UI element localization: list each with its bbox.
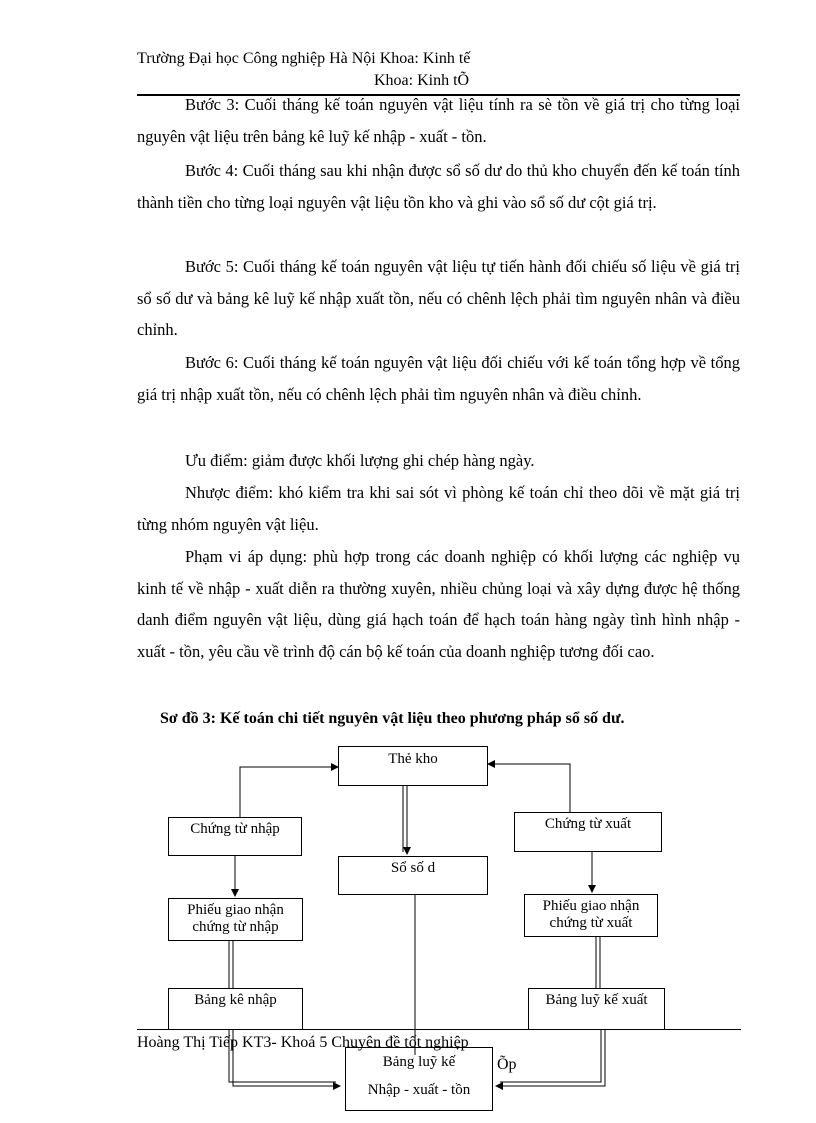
box-chung-tu-nhap [168, 817, 302, 856]
arrow-xuat-to-the-kho [488, 764, 570, 812]
box-bang-luy-ke-line2: Nhập - xuất - tồn [367, 1082, 471, 1098]
box-phieu-xuat-line1: Phiếu giao nhận [542, 898, 640, 914]
header-school-line: Trường Đại học Công nghiệp Hà Nội Khoa: Kinh tế [137, 50, 471, 67]
box-phieu-giao-nhan-xuat [524, 894, 658, 937]
footer-text: Hoàng Thị Tiếp KT3- Khoá 5 Chuyên đề tốt nghiệp [137, 1034, 469, 1051]
box-chung-tu-xuat [514, 812, 662, 852]
paragraph-step-6: Bước 6: Cuối tháng kế toán nguyên vật liệu đối chiếu với kế toán tổng hợp về tổng giá trị nhập xuất tồn, nếu có chênh lệch phải tìm nguyên nhân và điều chỉnh. [137, 353, 740, 404]
arrow-nhap-to-the-kho [240, 767, 338, 817]
box-bang-ke-nhap [168, 988, 303, 1030]
paragraph-step-3: Bước 3: Cuối tháng kế toán nguyên vật liệu tính ra sè tồn về giá trị cho từng loại nguyên vật liệu trên bảng kê luỹ kế nhập - xuất - tồn. [137, 95, 740, 146]
box-so-so-du-label: Sổ số d [390, 860, 436, 876]
box-bang-luy-ke-line1: Bảng luỹ kế [382, 1054, 456, 1070]
box-phieu-nhap-line2: chứng từ nhập [192, 919, 279, 935]
box-chung-tu-nhap-label: Chứng từ nhập [190, 821, 280, 837]
paragraph-step-5: Bước 5: Cuối tháng kế toán nguyên vật liệu tự tiến hành đối chiếu số liệu về giá trị sổ số dư và bảng kê luỹ kế nhập xuất tồn, nếu có chênh lệch phải tìm nguyên nhân và điều chỉnh. [137, 257, 740, 339]
box-phieu-xuat-line2: chứng từ xuất [549, 915, 633, 931]
paragraph-scope: Phạm vi áp dụng: phù hợp trong các doanh nghiệp có khối lượng các nghiệp vụ kinh tế về nhập - xuất diễn ra thường xuyên, nhiều chủng loại và xây dựng được hệ thống danh điểm nguyên vật liệu, dùng giá hạch toán để hạch toán hàng ngày tình hình nhập - xuất - tồn, yêu cầu về trình độ cán bộ kế toán của doanh nghiệp tương đối cao. [137, 547, 740, 661]
box-bang-ke-nhap-label: Bảng kê nhập [194, 992, 277, 1008]
header-faculty-line: Khoa: Kinh tÕ [374, 72, 470, 89]
box-phieu-giao-nhan-nhap [168, 898, 303, 941]
diagram-caption: Sơ đồ 3: Kế toán chi tiết nguyên vật liệu theo phương pháp sổ số dư. [160, 710, 625, 727]
box-so-so-du [338, 856, 488, 895]
paragraph-step-4: Bước 4: Cuối tháng sau khi nhận được sổ số dư do thủ kho chuyển đến kế toán tính thành tiền cho từng loại nguyên vật liệu tồn kho và ghi vào sổ số dư cột giá trị. [137, 161, 740, 212]
paragraph-advantage: Ưu điểm: giảm được khối lượng ghi chép hàng ngày. [185, 451, 535, 470]
box-phieu-nhap-line1: Phiếu giao nhận [187, 902, 284, 918]
box-the-kho-label: Thẻ kho [388, 751, 438, 767]
box-bang-luy-ke-xuat-label: Bảng luỹ kế xuất [545, 992, 648, 1008]
box-bang-luy-ke-overflow: Õp [497, 1056, 517, 1073]
footer-rule [137, 1029, 741, 1030]
paragraph-disadvantage: Nhược điểm: khó kiểm tra khi sai sót vì phòng kế toán chỉ theo dõi về mặt giá trị từng nhóm nguyên vật liệu. [137, 483, 740, 534]
box-bang-luy-ke-xuat [528, 988, 665, 1030]
box-chung-tu-xuat-label: Chứng từ xuất [544, 816, 632, 832]
box-the-kho [338, 746, 488, 786]
box-bang-luy-ke-nhap-xuat-ton [345, 1047, 493, 1111]
